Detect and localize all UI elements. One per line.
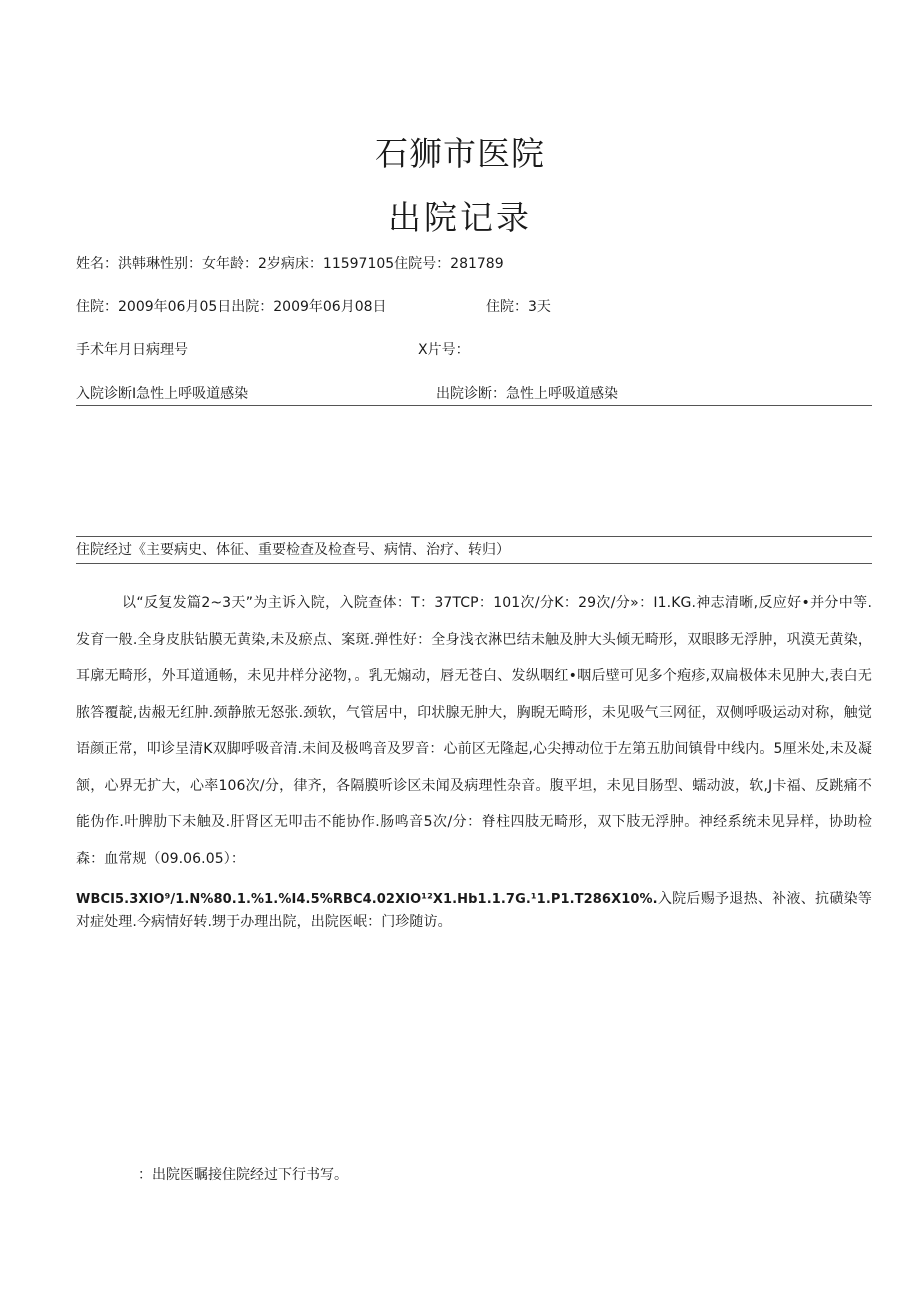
lab-results-text: WBCI5.3XIO⁹/1.N%80.1.%1.%I4.5%RBC4.02XIO¹²X1.Hb1.1.7G.¹1.P1.T286X10%.: [76, 892, 658, 907]
admission-diagnosis: 入院诊断I急性上呼吸道感染: [76, 386, 249, 402]
surgery-pathology-number: 手术年月日病理号: [76, 342, 188, 358]
footnote: ：出院医瞩接住院经过下行书写。: [138, 1167, 348, 1183]
hospital-name: 石狮市医院: [375, 134, 545, 173]
diagnosis-divider: [76, 405, 872, 406]
admission-dates: 住院：2009年06月05日出院：2009年06月08日: [76, 299, 387, 315]
course-paragraph: 以“反复发篇2~3天”为主诉入院，入院查体：T：37TCP：101次/分K：29次/分»：I1.KG.神志清晰,反应好•并分中等.发育一般.全身皮肤钻膜无黄染,未及瘀点、案斑.弹性好：全身浅衣淋巴结未触及肿大头倾无畸形，双眼眵无浮肿，巩漠无黄染，耳廓无畸形，外耳道通畅，未见井样分泌物，。乳无煽动，唇无苍白、发纵咽红•咽后壁可见多个疱疹,双扁极体未见肿大,表白无脓答覆靛,齿赧无红肿.颈静脓无怒张.颈软，气管居中，印状腺无肿大，胸睨无畸形，未见吸气三网征，双侧呼吸运动对称，触觉语颜正常，叩诊呈清K双脚呼吸音清.未间及极鸣音及罗音：心前区无隆起,心尖搏动位于左第五肋间镇骨中线内。5厘米处,未及凝颔，心界无扩大，心率106次/分，律齐，各隔膜听诊区未闻及病理性杂音。腹平坦，未见目肠型、蠕动波，软,J卡福、反跳痛不能伪作.叶脾肋下未触及.肝肾区无叩击不能协作.肠鸣音5次/分：脊柱四肢无畸形，双下肢无浮肿。神经系统未见异样，协助检森：血常规（09.06.05）：: [76, 595, 873, 867]
hospital-course-text: [76, 585, 872, 934]
course-continuation: 入院后赐予退热、补液、抗磺染等对症处理.今病情好转.甥于办理出院，出院医岷：门珍随访。: [76, 891, 872, 930]
course-top-divider: [76, 536, 872, 537]
lab-results: [76, 888, 872, 934]
record-title: 出院记录: [388, 198, 532, 237]
discharge-diagnosis: 出院诊断：急性上呼吸道感染: [436, 386, 618, 402]
course-heading-divider: [76, 563, 872, 564]
course-heading: 住院经过《主要病史、体征、重要检查及检查号、病情、治疗、转归）: [76, 542, 510, 558]
xray-number: X片号：: [418, 342, 470, 358]
patient-info-line: 姓名：洪韩琳性别：女年龄：2岁病床：11597105住院号：281789: [76, 256, 504, 272]
length-of-stay: 住院：3天: [486, 299, 551, 315]
